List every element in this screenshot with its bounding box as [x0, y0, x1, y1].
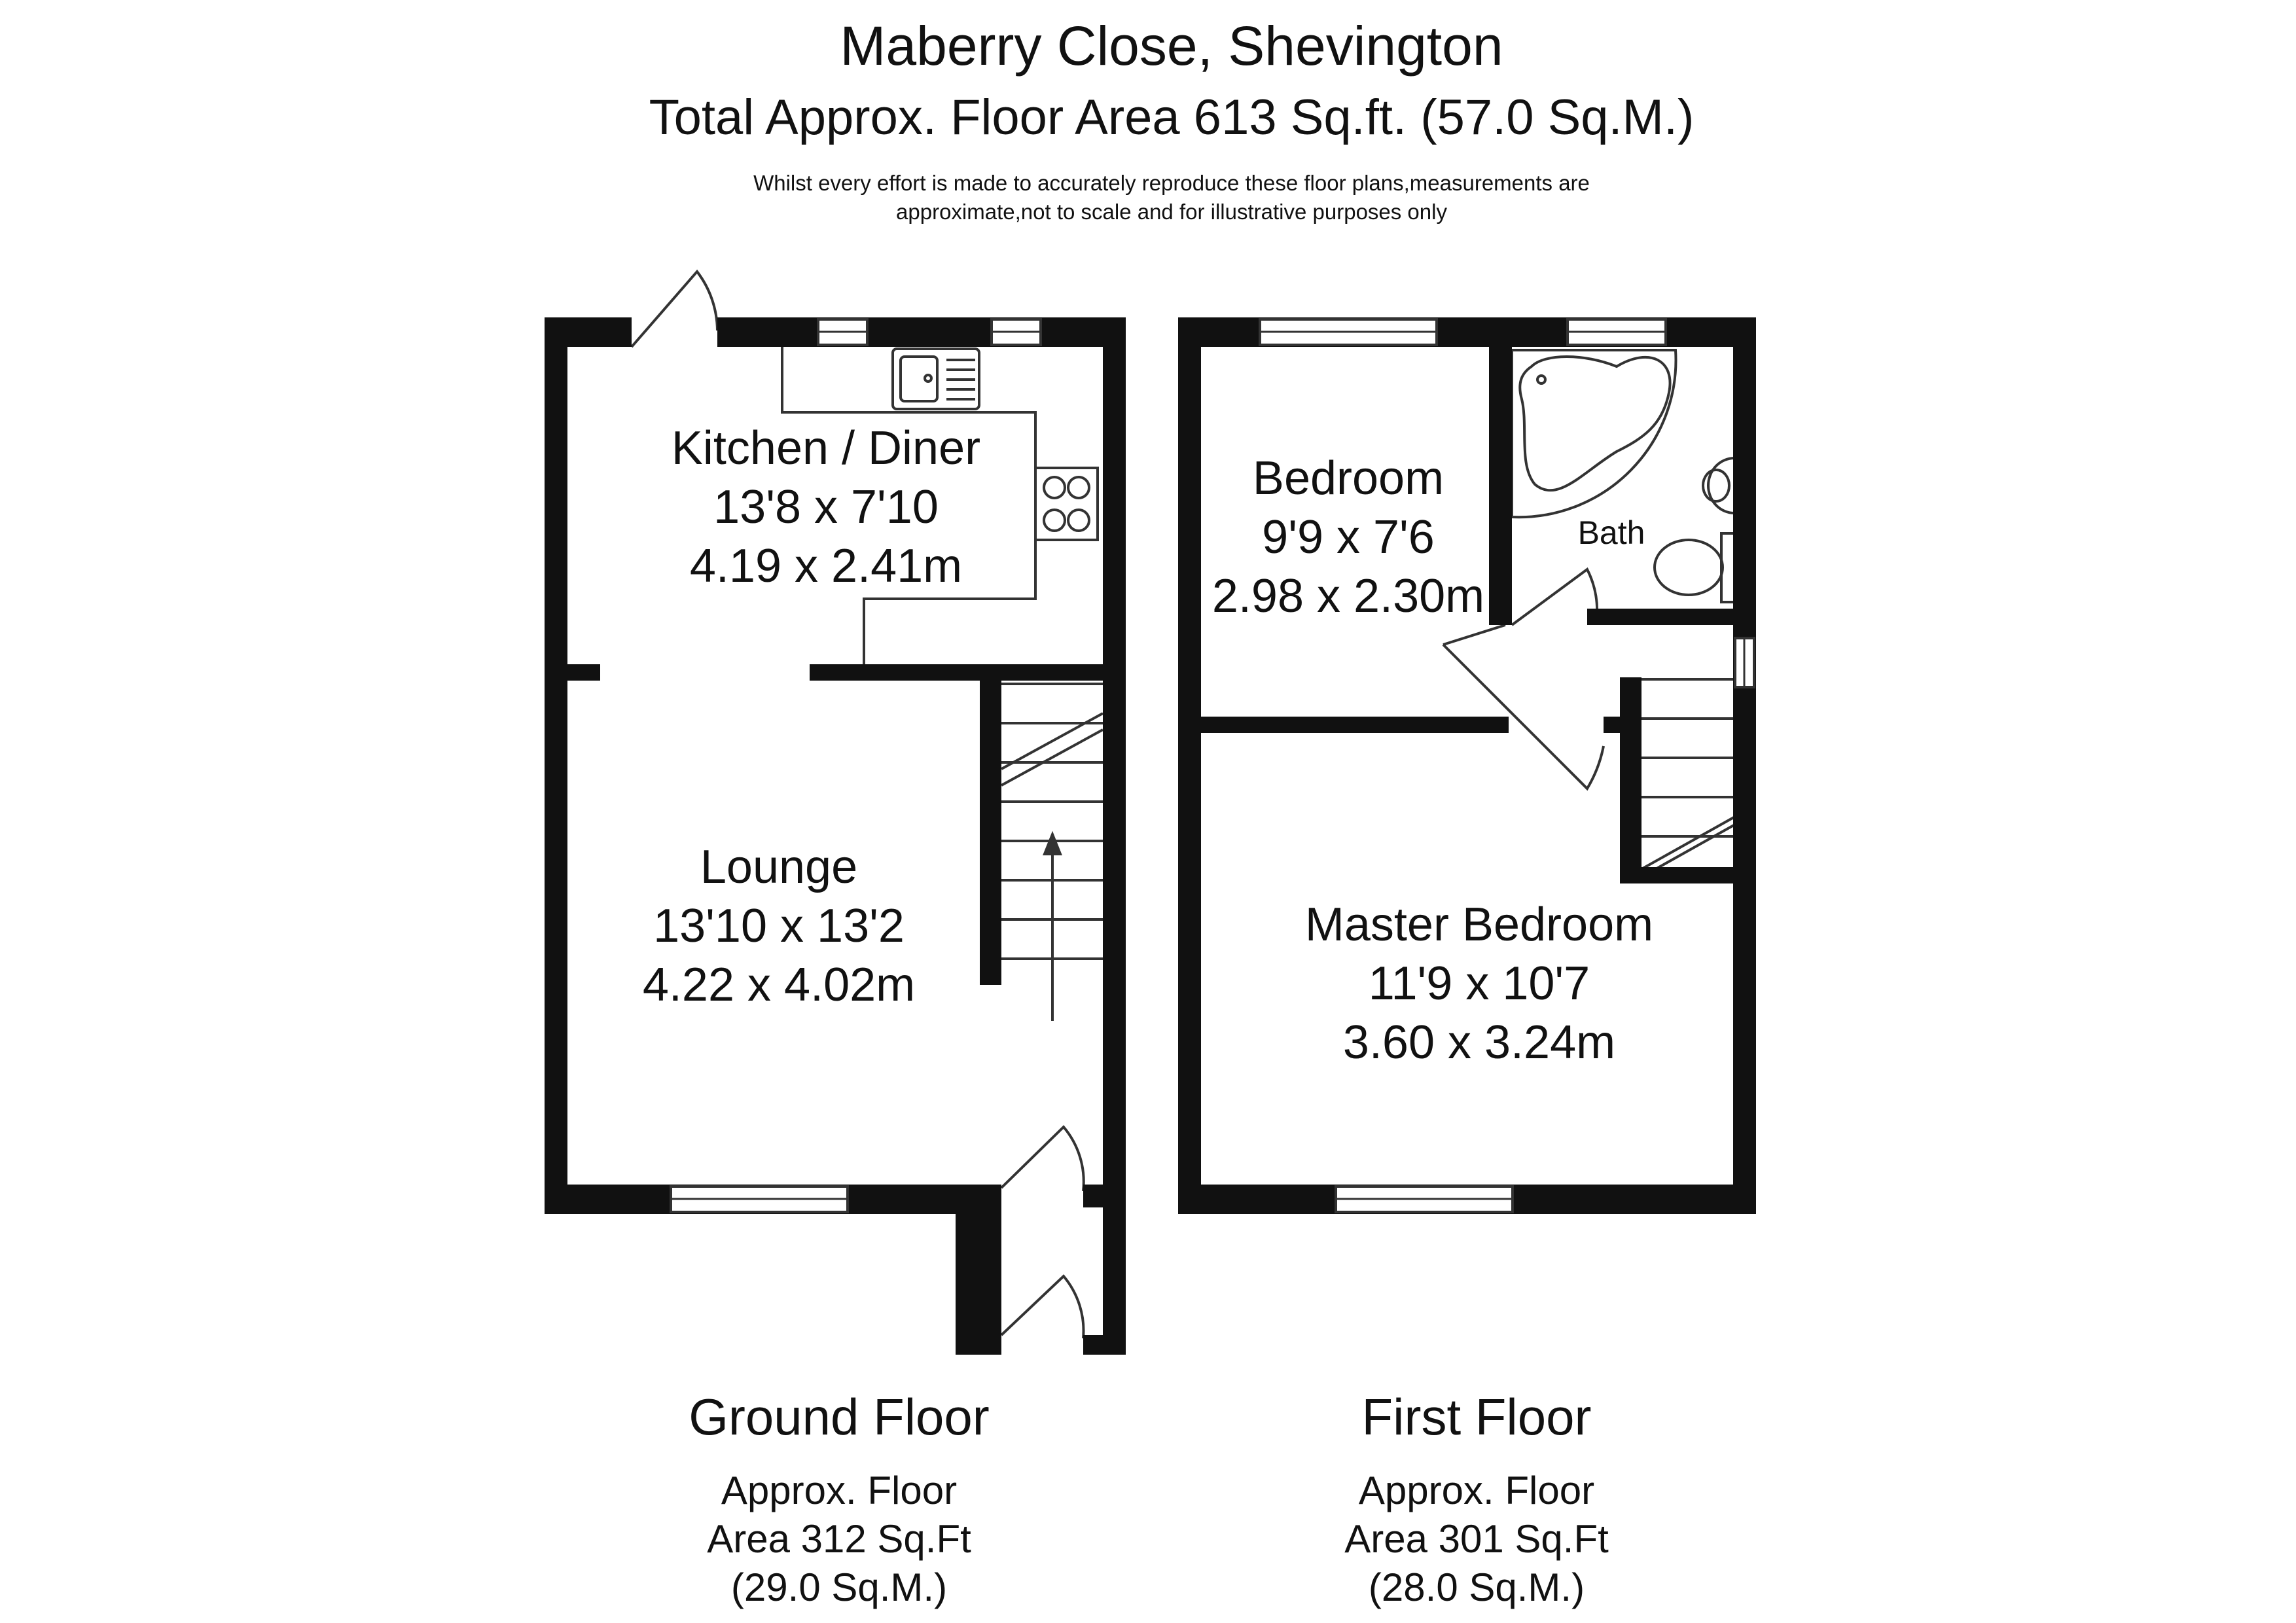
stair-arrow-icon	[1045, 834, 1060, 854]
room-label-bath: Bath	[1577, 514, 1645, 551]
room-dimensions-metric: 4.19 x 2.41m	[689, 540, 963, 592]
total-floor-area: Total Approx. Floor Area 613 Sq.ft. (57.0 Sq.M.)	[649, 90, 1695, 145]
room-label-lounge	[643, 838, 915, 1014]
toilet-icon	[1655, 533, 1734, 602]
hob-icon	[1035, 468, 1098, 540]
floor-area-line-3: (28.0 Sq.M.)	[1368, 1565, 1585, 1609]
room-dimensions-metric: 2.98 x 2.30m	[1211, 570, 1485, 622]
floor-area-line-2: Area 301 Sq.Ft	[1344, 1517, 1609, 1561]
room-dimensions-metric: 3.60 x 3.24m	[1342, 1016, 1616, 1069]
sink-icon	[893, 349, 979, 409]
floor-area	[1344, 1467, 1609, 1612]
ground-floor-caption	[689, 1387, 990, 1612]
floor-area-line-2: Area 312 Sq.Ft	[707, 1517, 971, 1561]
room-dimensions-imperial: 13'10 x 13'2	[653, 900, 905, 952]
floor-area-line-1: Approx. Floor	[1358, 1469, 1595, 1512]
floor-name: Ground Floor	[689, 1388, 990, 1446]
room-dimensions-imperial: 9'9 x 7'6	[1262, 511, 1435, 563]
floor-area-line-1: Approx. Floor	[721, 1469, 958, 1512]
room-name: Master Bedroom	[1304, 899, 1654, 951]
room-dimensions-imperial: 13'8 x 7'10	[713, 481, 939, 533]
disclaimer-line-1: Whilst every effort is made to accurately reproduce these floor plans,measurements are	[753, 171, 1590, 195]
room-label-bedroom	[1212, 449, 1484, 626]
room-dimensions-imperial: 11'9 x 10'7	[1368, 957, 1590, 1010]
floor-area-line-3: (29.0 Sq.M.)	[730, 1565, 948, 1609]
floor-name: First Floor	[1361, 1388, 1592, 1446]
room-name: Lounge	[700, 841, 858, 893]
room-name: Kitchen / Diner	[671, 422, 981, 474]
first-floor-caption	[1344, 1387, 1609, 1612]
corner-bath-icon	[1512, 350, 1676, 517]
room-label-master-bedroom	[1305, 895, 1653, 1072]
page-title: Maberry Close, Shevington	[840, 15, 1503, 77]
basin-icon	[1703, 458, 1734, 513]
room-label-kitchen-diner	[672, 419, 980, 596]
room-name: Bedroom	[1252, 452, 1444, 505]
disclaimer-line-2: approximate,not to scale and for illustrative purposes only	[896, 200, 1447, 224]
first-floor-stairs	[1641, 679, 1744, 877]
floor-area	[689, 1467, 990, 1612]
room-dimensions-metric: 4.22 x 4.02m	[642, 959, 916, 1011]
